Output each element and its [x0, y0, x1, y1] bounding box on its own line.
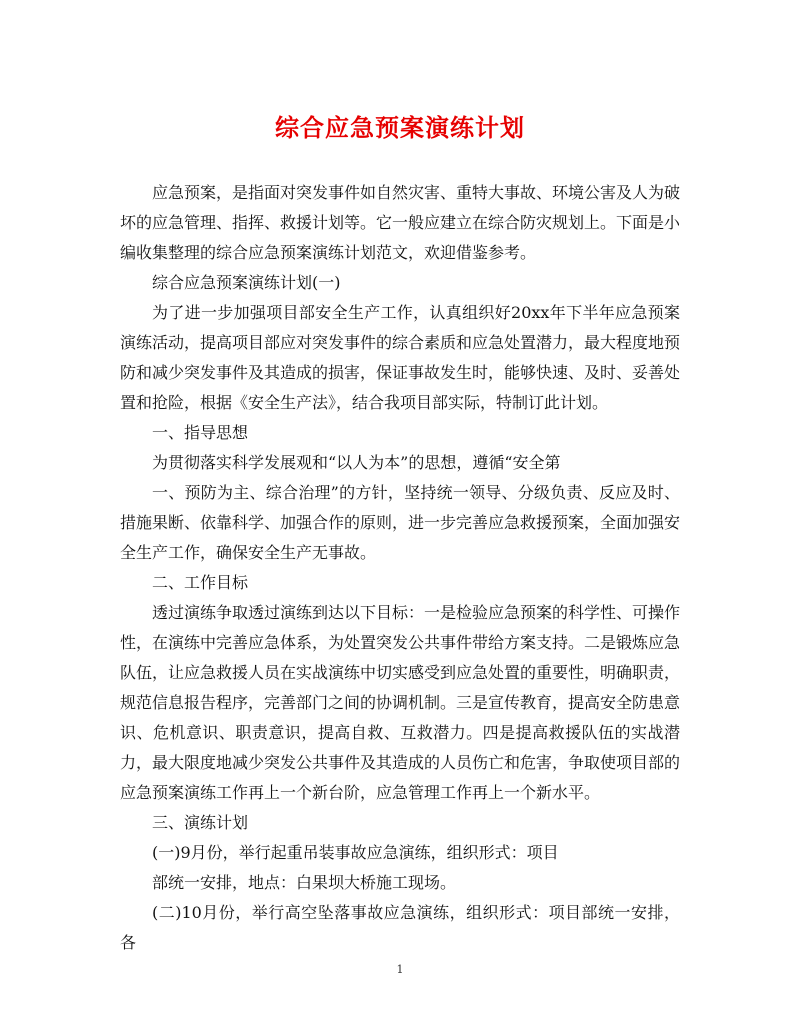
plan-one-paragraph: 为了进一步加强项目部安全生产工作，认真组织好20xx年下半年应急预案演练活动，提高项目部应对突发事件的综合素质和应急处置潜力，最大程度地预防和减少突发事件及其造成的损害，保证事故发生时，能够快速、及时、妥善处置和抢险，根据《安全生产法》，结合我项目部实际，特制订此计划。: [120, 303, 681, 412]
document-title: 综合应急预案演练计划: [275, 113, 525, 142]
drill-plan-item-1: (一)9月份，举行起重吊装事故应急演练，组织形式：项目: [152, 843, 559, 862]
drill-plan-item-1-continued: 部统一安排，地点：白果坝大桥施工现场。: [152, 873, 457, 892]
goals-paragraph: 透过演练争取透过演练到达以下目标：一是检验应急预案的科学性、可操作性，在演练中完善应急体系，为处置突发公共事件带给方案支持。二是锻炼应急队伍，让应急救援人员在实战演练中切实感受到应急处置的重要性，明确职责，规范信息报告程序，完善部门之间的协调机制。三是宣传教育，提高安全防患意识、危机意识、职责意识，提高自救、互救潜力。四是提高救援队伍的实战潜力，最大限度地减少突发公共事件及其造成的人员伤亡和危害，争取使项目部的应急预案演练工作再上一个新台阶，应急管理工作再上一个新水平。: [120, 603, 681, 802]
guiding-thought-line-1: 为贯彻落实科学发展观和“以人为本”的思想，遵循“安全第: [152, 453, 561, 472]
plan-one-heading: 综合应急预案演练计划(一): [152, 273, 341, 292]
section-heading-guiding-thought: 一、指导思想: [152, 423, 249, 442]
section-heading-drill-plan: 三、演练计划: [152, 813, 249, 832]
document-body: [120, 178, 680, 958]
drill-plan-item-2: (二)10月份，举行高空坠落事故应急演练，组织形式：项目部统一安排，各: [120, 903, 680, 952]
intro-paragraph: 应急预案，是指面对突发事件如自然灾害、重特大事故、环境公害及人为破坏的应急管理、指挥、救援计划等。它一般应建立在综合防灾规划上。下面是小编收集整理的综合应急预案演练计划范文，欢迎借鉴参考。: [120, 183, 681, 262]
guiding-thought-paragraph: 一、预防为主、综合治理”的方针，坚持统一领导、分级负责、反应及时、措施果断、依靠科学、加强合作的原则，进一步完善应急救援预案，全面加强安全生产工作，确保安全生产无事故。: [120, 483, 681, 562]
page-number: 1: [396, 963, 404, 976]
section-heading-goals: 二、工作目标: [152, 573, 249, 592]
